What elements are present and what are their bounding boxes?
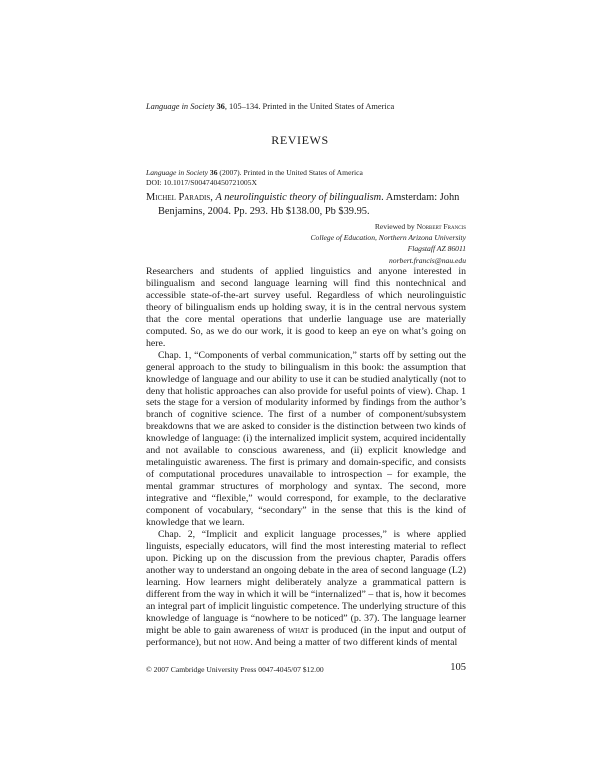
section-title: REVIEWS — [271, 133, 329, 147]
reviewer-location: Flagstaff AZ 86011 — [407, 244, 466, 254]
meta-line-1 — [146, 168, 466, 178]
running-head-journal: Language in Society — [146, 102, 215, 111]
reviewer-email: norbert.francis@nau.edu — [388, 255, 466, 265]
page-number: 105 — [450, 662, 466, 673]
running-head — [146, 101, 466, 112]
reviewer-block — [146, 221, 466, 266]
paragraph-2: Chap. 1, “Components of verbal communication,” starts off by setting out the general approach to the study to bilingualism in this book: the assumption that knowledge of language and our ability to use it can be studied analytically (not to deny that holistic approaches can also provide for useful points of view). Chap. 1 sets the stage for a version of modularity informed by findings from the author’s branch of cognitive science. The first of a number of component/subsystem breakdowns that we are asked to consider is the distinction between two kinds of knowledge of language: (i) the internalized implicit system, acquired incidentally and not available to conscious awareness, and (ii) explicit knowledge and metalinguistic awareness. The first is primary and domain-specific, and consists of computational procedures unavailable to introspection – for example, the mental grammar structures of morphology and syntax. The second, more integrative and “flexible,” would correspond, for example, to the declarative component of vocabulary, “secondary” in the sense that this is the kind of knowledge that we learn. — [146, 349, 466, 529]
review-body — [146, 266, 466, 649]
bib-details: . Amsterdam: John Benjamins, 2004. Pp. 293. Hb $138.00, Pb $39.95. — [158, 192, 460, 217]
paragraph-1: Researchers and students of applied linguistics and anyone interested in bilingualism and second language learning will find this nontechnical and accessible state-of-the-art survey useful. Regardless of which neurolinguistic theory of bilingualism ends up holding sway, it is in the central nervous system that the core mental operations that underlie language use are materially computed. So, as we do our work, it is good to keep an eye on what’s going on here. — [146, 266, 466, 349]
meta-volume: 36 — [209, 168, 218, 177]
paragraph-3-part-a: Chap. 2, “Implicit and explicit language processes,” is where applied linguists, especially educators, will find the most interesting material to reflect upon. Picking up on the discussion from the previous chapter, Paradis offers another way to understand an ongoing debate in the area of second language (L2) learning. How learners might deliberately analyze a grammatical pattern is different from the way in which it will be “internalized” – that is, how it becomes an integral part of implicit linguistic competence. The underlying structure of this knowledge of language is “nowhere to be noticed” (p. 37). The language learner might be able to gain awareness of — [146, 528, 466, 636]
meta-line-rest: (2007). Printed in the United States of America — [217, 168, 363, 177]
paragraph-3-part-b: is produced (in the input and output of performance), but not — [146, 624, 466, 648]
emphasis-how: how — [233, 636, 251, 648]
paragraph-3-part-c: . And being a matter of two different kinds of mental — [250, 636, 458, 648]
running-head-volume: 36 — [216, 102, 225, 111]
reviewer-line — [146, 221, 466, 232]
meta-doi: DOI: 10.1017/S004740450721005X — [146, 177, 257, 187]
bib-author: Michel Paradis — [146, 192, 211, 203]
reviewer-affiliation: College of Education, Northern Arizona University — [310, 233, 466, 243]
emphasis-what: what — [288, 624, 309, 636]
copyright-line: © 2007 Cambridge University Press 0047-4045/07 $12.00 — [146, 665, 324, 674]
reviewed-by-label: Reviewed by — [374, 222, 417, 231]
reviewer-name: Norbert Francis — [416, 222, 466, 231]
bibliographic-entry: Michel Paradis, A neurolinguistic theory of bilingualism. Amsterdam: John Benjamins, 2004. Pp. 293. Hb $138.00, Pb $39.95. — [146, 192, 460, 217]
paragraph-3 — [146, 529, 466, 649]
article-meta — [146, 168, 466, 187]
meta-journal: Language in Society — [146, 168, 209, 177]
running-head-pages: , 105–134. Printed in the United States of America — [224, 102, 395, 111]
bib-title: A neurolinguistic theory of bilingualism — [215, 192, 382, 203]
page-footer — [146, 662, 466, 675]
